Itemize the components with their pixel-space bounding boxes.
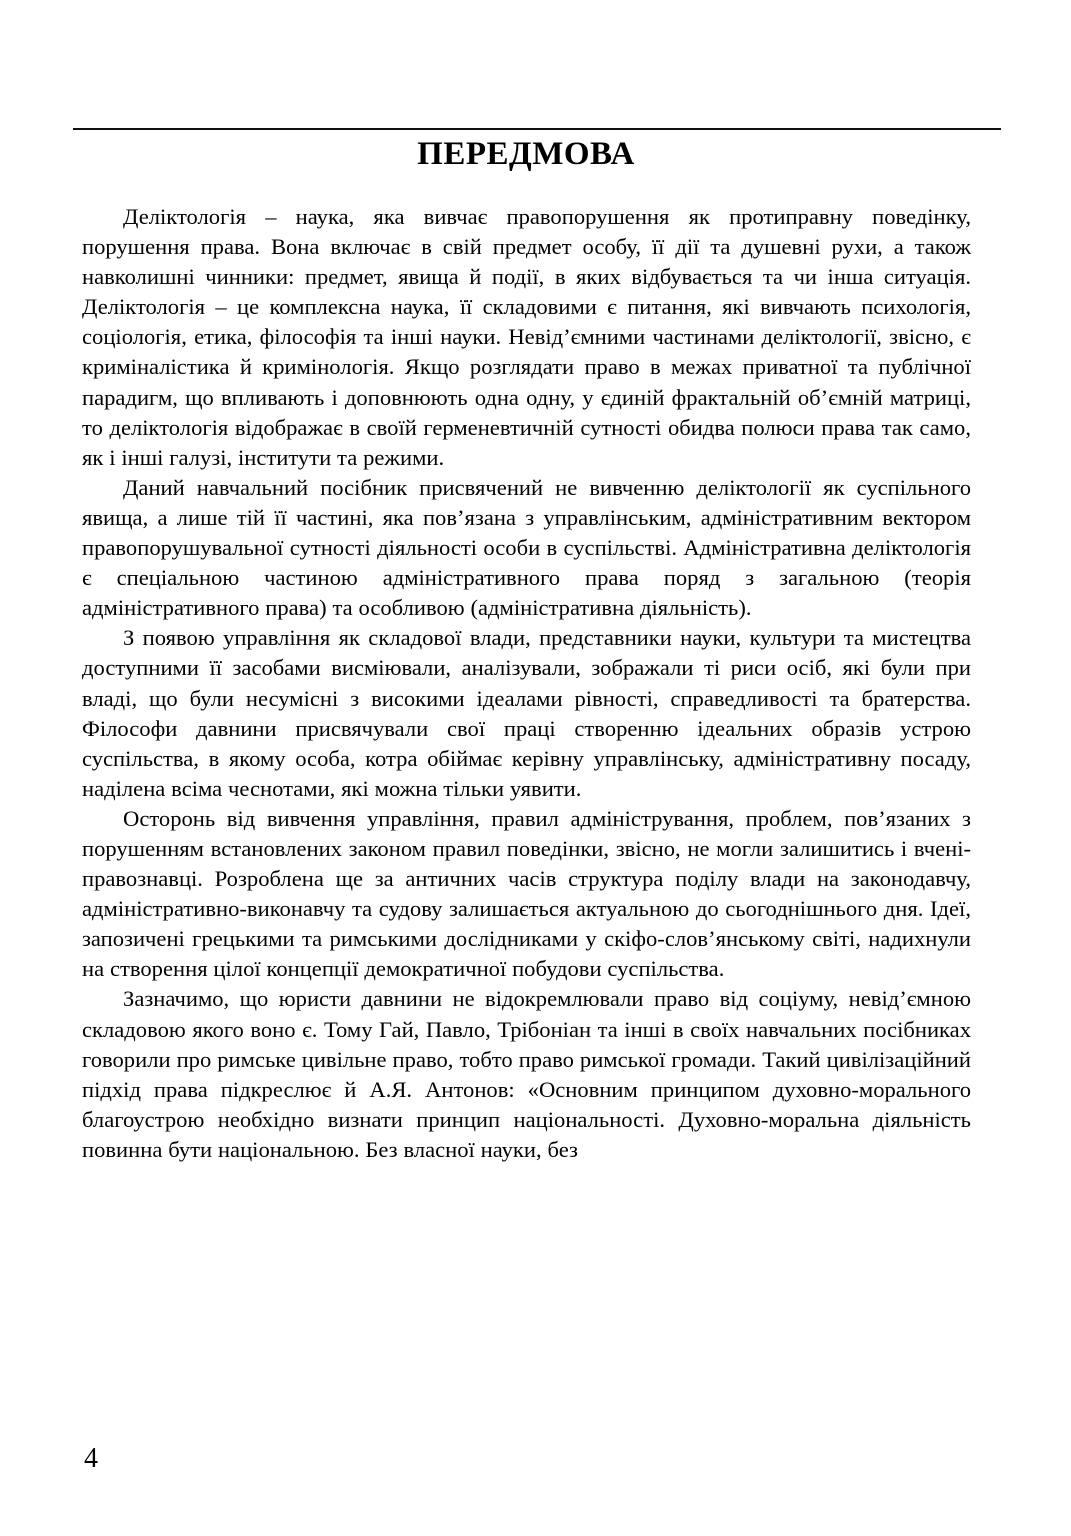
- header-divider-rule: [73, 128, 1001, 130]
- body-paragraph: Даний навчальний посібник присвячений не вивченню деліктології як суспільного явища, а лише тій її частині, яка пов’язана з управлінським, адміністративним вектором правопорушувальної сутності діяльності особи в суспільстві. Адміністративна деліктологія є спеціальною частиною адміністративного права поряд з загальною (теорія адміністративного права) та особливою (адміністративна діяльність).: [82, 474, 971, 621]
- body-paragraph: Осторонь від вивчення управління, правил адміністрування, проблем, пов’язаних з порушенням встановлених законом правил поведінки, звісно, не могли залишитись і вчені-правознавці. Розроблена ще за античних часів структура поділу влади на законодавчу, адміністративно-виконавчу та судову залишається актуальною до сьогоднішнього дня. Ідеї, запозичені грецькими та римськими дослідниками у скіфо-слов’янському світі, надихнули на створення цілої концепції демократичної побудови суспільства.: [82, 805, 971, 982]
- body-paragraph: Деліктологія – наука, яка вивчає правопорушення як протиправну поведінку, порушення права. Вона включає в свій предмет особу, її дії та душевні рухи, а також навколишні чинники: предмет, явища й події, в яких відбувається та чи інша ситуація. Деліктологія – це комплексна наука, її складовими є питання, які вивчають психологія, соціологія, етика, філософія та інші науки. Невід’ємними частинами деліктології, звісно, є криміналістика й кримінологія. Якщо розглядати право в межах приватної та публічної парадигм, що впливають і доповнюють одна одну, у єдиній фрактальній об’ємній матриці, то деліктологія відображає в своїй герменевтичній сутності обидва полюси права так само, як і інші галузі, інститути та режими.: [82, 204, 971, 470]
- body-paragraph: Зазначимо, що юристи давнини не відокремлювали право від соціуму, невід’ємною складовою якого воно є. Тому Гай, Павло, Трібоніан та інші в своїх навчальних посібниках говорили про римське цивільне право, тобто право римської громади. Такий цивілізаційний підхід права підкреслює й А.Я. Антонов: «Основним принципом духовно-морального благоустрою необхідно визнати принцип національності. Духовно-моральна діяльність повинна бути національною. Без власної науки, без: [82, 986, 971, 1162]
- page-title: ПЕРЕДМОВА: [417, 136, 635, 172]
- body-paragraph: З появою управління як складової влади, представники науки, культури та мистецтва доступними її засобами висміювали, аналізували, зображали ті риси осіб, які були при владі, що були несумісні з високими ідеалами рівності, справедливості та братерства. Філософи давнини присвячували свої праці створенню ідеальних образів устрою суспільства, в якому особа, котра обіймає керівну управлінську, адміністративну посаду, наділена всіма чеснотами, які можна тільки уявити.: [82, 625, 971, 801]
- page-number: 4: [84, 1443, 98, 1474]
- body-text-column: [82, 202, 971, 1165]
